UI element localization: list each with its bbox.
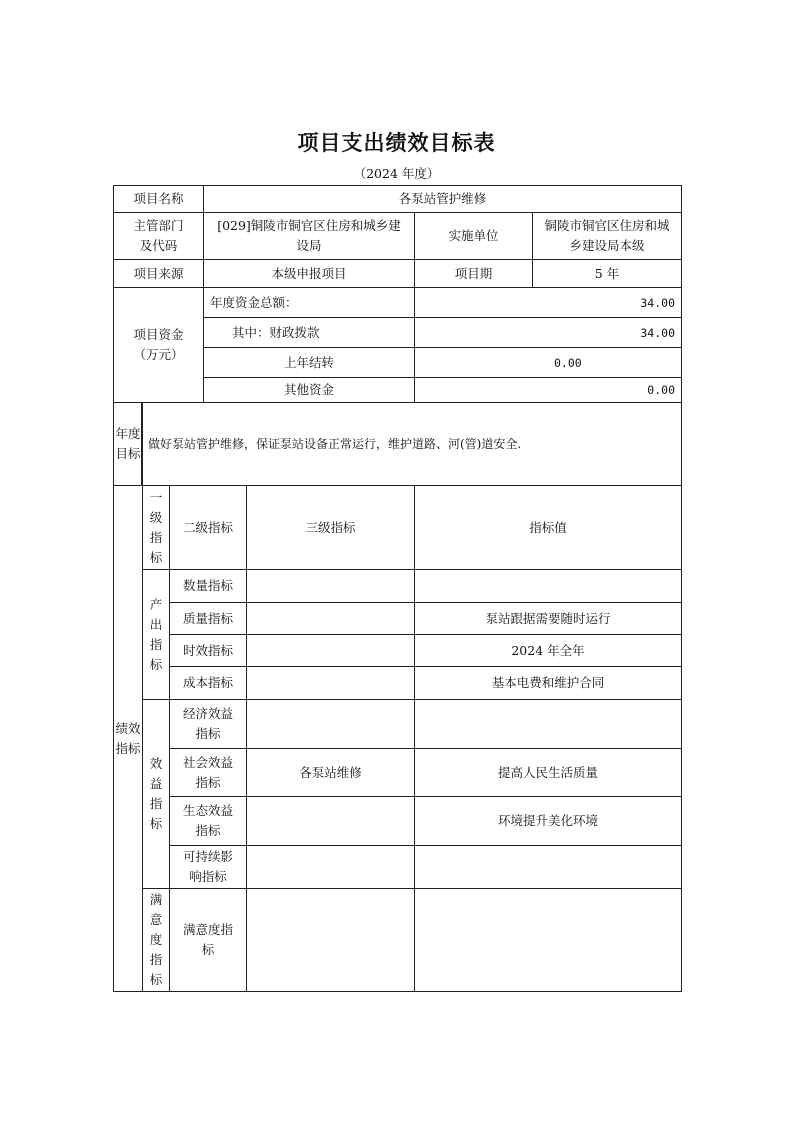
table-row-value: 环境提升美化环境: [414, 796, 682, 846]
page-title: 项目支出绩效目标表: [297, 131, 496, 155]
table-row-level3: [246, 569, 415, 603]
table-row-level3: [246, 699, 415, 749]
department-label: 主管部门及代码: [113, 212, 204, 260]
table-row-level3: [246, 845, 415, 889]
table-row-level2: 满意度指标: [169, 888, 247, 992]
year-note: （2024 年度）: [353, 166, 440, 181]
header-level3: 三级指标: [246, 485, 415, 570]
output-indicators-label: 产出指标: [142, 569, 170, 700]
project-period-label: 项目期: [414, 259, 533, 288]
funds-total-label: 年度资金总额：: [203, 287, 415, 318]
project-name-value: 各泵站管护维修: [203, 185, 682, 213]
implementing-unit-value: 铜陵市铜官区住房和城乡建设局本级: [532, 212, 682, 260]
table-row-level2: 时效指标: [169, 634, 247, 667]
benefit-indicators-label: 效益指标: [142, 699, 170, 889]
project-funds-label: 项目资金（万元）: [113, 287, 204, 403]
table-row-value: 基本电费和维护合同: [414, 666, 682, 700]
table-row-level2: 可持续影响指标: [169, 845, 247, 889]
table-row-value: [414, 845, 682, 889]
table-row-level2: 质量指标: [169, 602, 247, 635]
table-row-value: [414, 569, 682, 603]
funds-fiscal-value: 34.00: [414, 317, 682, 348]
table-row-value: [414, 888, 682, 992]
table-row-level2: 经济效益指标: [169, 699, 247, 749]
table-row-value: [414, 699, 682, 749]
project-source-label: 项目来源: [113, 259, 204, 288]
annual-goal-label: 年度目标: [113, 402, 143, 486]
performance-indicators-label: 绩效指标: [113, 485, 143, 992]
table-row-level2: 生态效益指标: [169, 796, 247, 846]
table-row-level3: [246, 888, 415, 992]
funds-fiscal-label: 其中：财政拨款: [203, 317, 415, 348]
table-row-value: 泵站跟据需要随时运行: [414, 602, 682, 635]
project-name-label: 项目名称: [113, 185, 204, 213]
funds-carryover-value: 0.00: [414, 347, 682, 378]
funds-total-value: 34.00: [414, 287, 682, 318]
project-source-value: 本级申报项目: [203, 259, 415, 288]
project-period-value: 5 年: [532, 259, 682, 288]
table-row-level2: 成本指标: [169, 666, 247, 700]
funds-carryover-label: 上年结转: [203, 347, 415, 378]
table-row-level3: 各泵站维修: [246, 748, 415, 797]
annual-goal-text: 做好泵站管护维修，保证泵站设备正常运行，维护道路、河(管)道安全.: [141, 402, 682, 486]
table-row-level2: 社会效益指标: [169, 748, 247, 797]
table-row-level3: [246, 796, 415, 846]
table-row-level3: [246, 602, 415, 635]
table-row-value: 提高人民生活质量: [414, 748, 682, 797]
funds-other-value: 0.00: [414, 377, 682, 403]
header-value: 指标值: [414, 485, 682, 570]
department-value: [029]铜陵市铜官区住房和城乡建设局: [203, 212, 415, 260]
table-row-level3: [246, 634, 415, 667]
funds-other-label: 其他资金: [203, 377, 415, 403]
table-row-value: 2024 年全年: [414, 634, 682, 667]
header-level1: 一级指标: [142, 485, 170, 570]
satisfaction-indicators-label: 满意度指标: [142, 888, 170, 992]
header-level2: 二级指标: [169, 485, 247, 570]
implementing-unit-label: 实施单位: [414, 212, 533, 260]
table-row-level2: 数量指标: [169, 569, 247, 603]
table-row-level3: [246, 666, 415, 700]
